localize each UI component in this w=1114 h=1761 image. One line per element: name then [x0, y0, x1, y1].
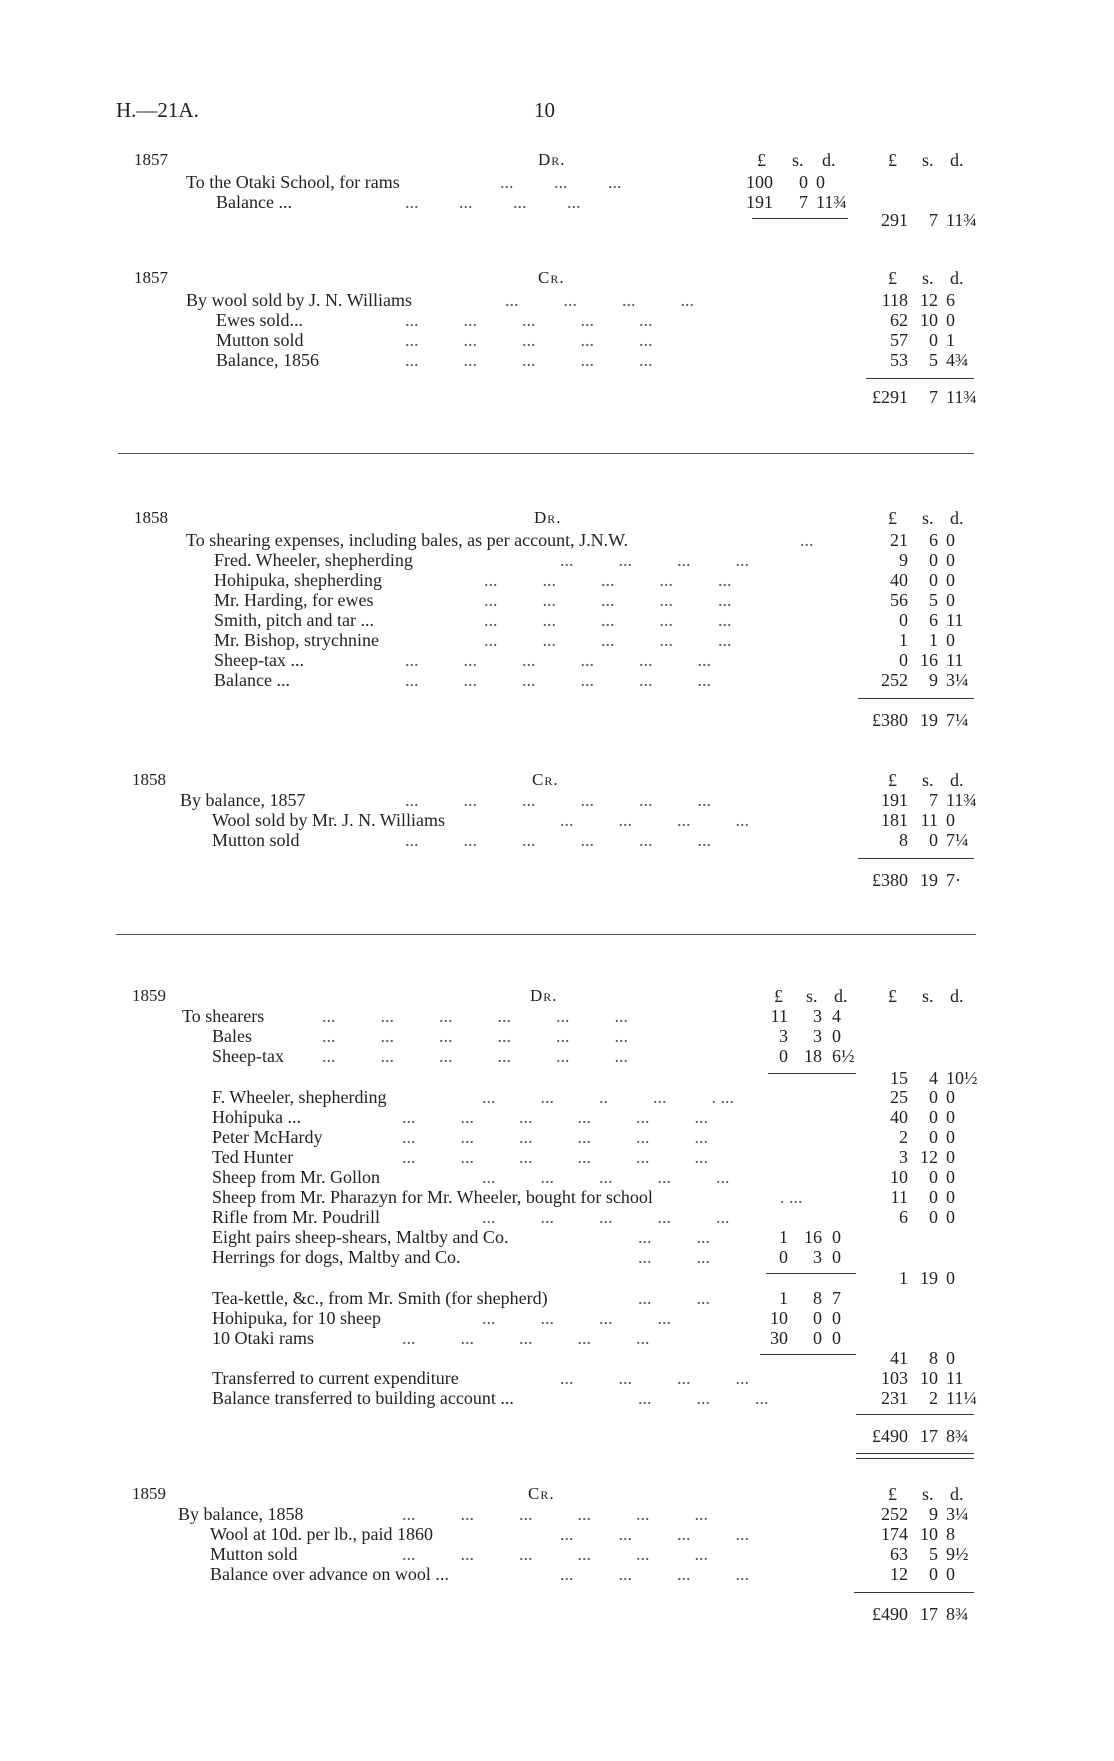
total-pounds: £490: [872, 1426, 908, 1446]
entry-pence: 7: [832, 1288, 841, 1308]
entry-pounds: 63: [890, 1544, 908, 1564]
entry-pence: 0: [832, 1328, 841, 1348]
entry-label: 10 Otaki rams: [212, 1328, 314, 1348]
year-label: 1857: [134, 150, 168, 169]
entry-pounds: 100: [746, 172, 773, 192]
leader-dots: ... ... ... ... ... ...: [322, 1006, 628, 1026]
entry-shillings: 10: [920, 310, 938, 330]
entry-label: Mutton sold: [210, 1544, 298, 1564]
total-shillings: 19: [920, 870, 938, 890]
entry-label: Sheep-tax ...: [214, 650, 304, 670]
col-head-pound: £: [888, 150, 897, 170]
entry-pence: 0: [816, 172, 825, 192]
subtotal-shillings: 8: [929, 1348, 938, 1368]
entry-pence: 9½: [946, 1544, 969, 1564]
entry-pounds: 11: [770, 1006, 788, 1026]
entry-label: Herrings for dogs, Maltby and Co.: [212, 1247, 461, 1267]
entry-pence: 11: [946, 610, 964, 630]
entry-shillings: 0: [929, 550, 938, 570]
entry-label: Wool at 10d. per lb., paid 1860: [210, 1524, 434, 1544]
col-head-shillings: s.: [922, 508, 934, 528]
entry-shillings: 1: [929, 630, 938, 650]
leader-dots: ... ... ... ... ... ...: [405, 790, 711, 810]
entry-label: Balance transferred to building account ...: [212, 1388, 514, 1408]
entry-label: Fred. Wheeler, shepherding: [214, 550, 413, 570]
entry-pence: 0: [946, 1087, 955, 1107]
entry-shillings: 16: [920, 650, 938, 670]
leader-dots: ... ... ... ... ...: [484, 570, 732, 590]
entry-pence: 1: [946, 330, 955, 350]
entry-shillings: 5: [929, 1544, 938, 1564]
entry-pounds: 0: [779, 1247, 788, 1267]
subtotal-shillings: 4: [929, 1068, 938, 1088]
entry-shillings: 0: [929, 330, 938, 350]
entry-pounds: 174: [881, 1524, 908, 1544]
col-head-pound: £: [757, 150, 766, 170]
entry-pence: 0: [946, 590, 955, 610]
entry-pence: 0: [946, 1187, 955, 1207]
total-rule: [854, 1592, 974, 1593]
total-shillings: 7: [929, 387, 938, 407]
entry-pounds: 10: [770, 1308, 788, 1328]
leader-dots: ... ... ... ... ...: [405, 310, 653, 330]
entry-shillings: 7: [929, 790, 938, 810]
entry-label: Hohipuka ...: [212, 1107, 301, 1127]
entry-shillings: 3: [813, 1006, 822, 1026]
entry-label: F. Wheeler, shepherding: [212, 1087, 387, 1107]
total-shillings: 19: [920, 710, 938, 730]
entry-pounds: 191: [881, 790, 908, 810]
col-head-pound: £: [888, 268, 897, 288]
entry-label: Sheep-tax: [212, 1046, 284, 1066]
subtotal-pence: 10½: [946, 1068, 978, 1088]
credit-label: Cr.: [532, 770, 559, 789]
leader-dots: . ...: [780, 1187, 803, 1207]
entry-shillings: 0: [929, 1207, 938, 1227]
year-label: 1857: [134, 268, 168, 287]
entry-shillings: 5: [929, 350, 938, 370]
entry-shillings: 12: [920, 290, 938, 310]
entry-pence: 11: [946, 650, 964, 670]
entry-label: Bales: [212, 1026, 252, 1046]
entry-shillings: 0: [929, 570, 938, 590]
entry-pence: 0: [946, 1127, 955, 1147]
entry-pounds: 0: [899, 650, 908, 670]
entry-label: Ewes sold...: [216, 310, 303, 330]
entry-shillings: 3: [813, 1026, 822, 1046]
leader-dots: ... ... ... ... ...: [484, 610, 732, 630]
entry-shillings: 5: [929, 590, 938, 610]
total-rule: [858, 858, 974, 859]
entry-pounds: 252: [881, 670, 908, 690]
entry-pounds: 62: [890, 310, 908, 330]
entry-shillings: 0: [799, 172, 808, 192]
entry-shillings: 12: [920, 1147, 938, 1167]
entry-label: By wool sold by J. N. Williams: [186, 290, 412, 310]
entry-pounds: 0: [899, 610, 908, 630]
subtotal-rule: [752, 218, 848, 219]
year-label: 1858: [134, 508, 168, 527]
total-pounds: £380: [872, 710, 908, 730]
leader-dots: ... ... ... ... ... ...: [402, 1147, 708, 1167]
leader-dots: ... ... ...: [500, 172, 622, 192]
entry-shillings: 0: [929, 1564, 938, 1584]
entry-shillings: 0: [929, 1187, 938, 1207]
entry-shillings: 0: [813, 1308, 822, 1328]
report-reference: H.—21A.: [116, 98, 199, 122]
entry-shillings: 0: [929, 1087, 938, 1107]
col-head-shillings: s.: [792, 150, 804, 170]
col-head-pound: £: [888, 770, 897, 790]
entry-pence: 4: [832, 1006, 841, 1026]
entry-pence: 3¼: [946, 1504, 969, 1524]
col-head-pence: d.: [834, 986, 848, 1006]
entry-shillings: 7: [799, 192, 808, 212]
col-head-pence: d.: [950, 150, 964, 170]
entry-label: Balance ...: [216, 192, 292, 212]
total-pence: 11¾: [946, 387, 977, 407]
entry-label: Rifle from Mr. Poudrill: [212, 1207, 380, 1227]
entry-label: By balance, 1858: [178, 1504, 304, 1524]
entry-pence: 0: [832, 1227, 841, 1247]
col-head-shillings: s.: [806, 986, 818, 1006]
subtotal-pounds: 41: [890, 1348, 908, 1368]
entry-label: Hohipuka, for 10 sheep: [212, 1308, 381, 1328]
leader-dots: ... ...: [638, 1288, 710, 1308]
leader-dots: ... ... ... ... ... ...: [402, 1127, 708, 1147]
entry-label: Eight pairs sheep-shears, Maltby and Co.: [212, 1227, 509, 1247]
credit-label: Cr.: [528, 1484, 555, 1503]
entry-pounds: 3: [899, 1147, 908, 1167]
leader-dots: ... ... ... ...: [560, 1368, 749, 1388]
subtotal-pounds: 1: [899, 1268, 908, 1288]
entry-shillings: 9: [929, 670, 938, 690]
leader-dots: ... ... ... ...: [560, 550, 749, 570]
entry-pounds: 6: [899, 1207, 908, 1227]
col-head-shillings: s.: [922, 986, 934, 1006]
entry-pence: 0: [832, 1247, 841, 1267]
subtotal-pence: 0: [946, 1348, 955, 1368]
entry-pounds: 57: [890, 330, 908, 350]
total-rule: [856, 1414, 974, 1415]
col-head-pence: d.: [950, 986, 964, 1006]
entry-label: Smith, pitch and tar ...: [214, 610, 374, 630]
entry-pounds: 103: [881, 1368, 908, 1388]
leader-dots: ... ... ... ...: [482, 1308, 671, 1328]
year-label: 1859: [132, 1484, 166, 1503]
total-pence: 11¾: [946, 210, 977, 230]
entry-label: By balance, 1857: [180, 790, 306, 810]
entry-label: Ted Hunter: [212, 1147, 294, 1167]
col-head-shillings: s.: [922, 1484, 934, 1504]
total-rule: [858, 698, 974, 699]
entry-pence: 3¼: [946, 670, 969, 690]
entry-shillings: 11: [920, 810, 938, 830]
leader-dots: ... ... ... ...: [560, 810, 749, 830]
entry-label: Balance, 1856: [216, 350, 319, 370]
entry-pence: 0: [946, 530, 955, 550]
total-pence: 7¼: [946, 710, 969, 730]
entry-pence: 6½: [832, 1046, 855, 1066]
entry-pence: 11: [946, 1368, 964, 1388]
entry-label: Mutton sold: [212, 830, 300, 850]
entry-pounds: 118: [881, 290, 908, 310]
entry-pence: 0: [832, 1308, 841, 1328]
entry-pounds: 191: [746, 192, 773, 212]
col-head-pence: d.: [950, 770, 964, 790]
entry-pence: 6: [946, 290, 955, 310]
entry-shillings: 0: [813, 1328, 822, 1348]
total-shillings: 17: [920, 1604, 938, 1624]
subtotal-pence: 0: [946, 1268, 955, 1288]
entry-label: Balance ...: [214, 670, 290, 690]
entry-pounds: 231: [881, 1388, 908, 1408]
entry-pence: 0: [946, 1147, 955, 1167]
leader-dots: ... ... ... ... ...: [402, 1328, 650, 1348]
subtotal-rule: [766, 1273, 856, 1274]
total-pounds: £380: [872, 870, 908, 890]
entry-shillings: 6: [929, 530, 938, 550]
entry-pounds: 30: [770, 1328, 788, 1348]
leader-dots: ... ... ... ... ... ...: [402, 1107, 708, 1127]
leader-dots: ... ... ... ... ... ...: [405, 670, 711, 690]
col-head-pence: d.: [822, 150, 836, 170]
leader-dots: ... ...: [638, 1247, 710, 1267]
entry-pence: 0: [946, 310, 955, 330]
entry-label: Wool sold by Mr. J. N. Williams: [212, 810, 446, 830]
leader-dots: ... ... ... ... ...: [484, 590, 732, 610]
entry-pence: 0: [832, 1026, 841, 1046]
entry-pence: 0: [946, 570, 955, 590]
entry-shillings: 2: [929, 1388, 938, 1408]
col-head-pound: £: [888, 986, 897, 1006]
total-pounds: 291: [881, 210, 908, 230]
leader-dots: ... ... ... ...: [505, 290, 694, 310]
entry-shillings: 8: [813, 1288, 822, 1308]
year-label: 1859: [132, 986, 166, 1005]
col-head-pence: d.: [950, 1484, 964, 1504]
entry-pence: 0: [946, 550, 955, 570]
entry-shillings: 0: [929, 1127, 938, 1147]
entry-pence: 7¼: [946, 830, 969, 850]
total-pence: 7·: [946, 870, 961, 890]
entry-shillings: 0: [929, 1167, 938, 1187]
entry-pounds: 12: [890, 1564, 908, 1584]
entry-shillings: 18: [804, 1046, 822, 1066]
page-number: 10: [534, 98, 555, 122]
leader-dots: ...: [800, 530, 814, 550]
debit-label: Dr.: [530, 986, 558, 1005]
col-head-pound: £: [774, 986, 783, 1006]
subtotal-rule: [768, 1073, 856, 1074]
entry-label: Mr. Harding, for ewes: [214, 590, 374, 610]
entry-pounds: 1: [779, 1227, 788, 1247]
leader-dots: ... ... ... ... ... ...: [322, 1026, 628, 1046]
subtotal-pounds: 15: [890, 1068, 908, 1088]
entry-label: Sheep from Mr. Pharazyn for Mr. Wheeler, bought for school: [212, 1187, 653, 1207]
entry-pounds: 11: [890, 1187, 908, 1207]
entry-label: Mr. Bishop, strychnine: [214, 630, 379, 650]
leader-dots: ... ... ... ... ... ...: [405, 830, 711, 850]
leader-dots: ... ... ... ... ...: [482, 1167, 730, 1187]
leader-dots: ... ... ... ... ... ...: [402, 1504, 708, 1524]
entry-pounds: 3: [779, 1026, 788, 1046]
entry-shillings: 10: [920, 1368, 938, 1388]
entry-pounds: 181: [881, 810, 908, 830]
entry-pence: 11¼: [946, 1388, 977, 1408]
entry-pounds: 10: [890, 1167, 908, 1187]
entry-shillings: 0: [929, 1107, 938, 1127]
entry-pence: 0: [946, 810, 955, 830]
entry-pence: 0: [946, 1107, 955, 1127]
entry-pence: 0: [946, 630, 955, 650]
entry-pence: 0: [946, 1207, 955, 1227]
entry-label: Mutton sold: [216, 330, 304, 350]
total-shillings: 7: [929, 210, 938, 230]
col-head-shillings: s.: [922, 268, 934, 288]
entry-pounds: 21: [890, 530, 908, 550]
leader-dots: ... ... ... ... ... ...: [405, 650, 711, 670]
leader-dots: ... ... ... ... ...: [405, 350, 653, 370]
total-rule: [866, 378, 974, 379]
entry-pounds: 1: [899, 630, 908, 650]
entry-shillings: 0: [929, 830, 938, 850]
col-head-shillings: s.: [922, 150, 934, 170]
entry-pounds: 8: [899, 830, 908, 850]
entry-shillings: 10: [920, 1524, 938, 1544]
entry-pence: 0: [946, 1564, 955, 1584]
entry-label: Tea-kettle, &c., from Mr. Smith (for shepherd): [212, 1288, 548, 1308]
entry-pence: 0: [946, 1167, 955, 1187]
col-head-shillings: s.: [922, 770, 934, 790]
entry-label: Peter McHardy: [212, 1127, 323, 1147]
entry-shillings: 16: [804, 1227, 822, 1247]
entry-label: Transferred to current expenditure: [212, 1368, 459, 1388]
entry-label: Sheep from Mr. Gollon: [212, 1167, 380, 1187]
entry-label: Balance over advance on wool ...: [210, 1564, 449, 1584]
leader-dots: ... ...: [638, 1227, 710, 1247]
entry-label: To shearers: [182, 1006, 265, 1026]
section-divider: [118, 453, 974, 454]
entry-pounds: 252: [881, 1504, 908, 1524]
entry-pounds: 0: [779, 1046, 788, 1066]
leader-dots: ... ... ... ...: [405, 192, 581, 212]
entry-pounds: 40: [890, 1107, 908, 1127]
entry-label: To shearing expenses, including bales, as per account, J.N.W.: [186, 530, 628, 550]
total-pence: 8¾: [946, 1426, 969, 1446]
entry-pounds: 56: [890, 590, 908, 610]
double-rule: [856, 1453, 974, 1459]
total-pence: 8¾: [946, 1604, 969, 1624]
credit-label: Cr.: [538, 268, 565, 287]
entry-pence: 4¾: [946, 350, 969, 370]
col-head-pound: £: [888, 508, 897, 528]
col-head-pound: £: [888, 1484, 897, 1504]
subtotal-rule: [760, 1354, 856, 1355]
leader-dots: ... ... ... ...: [560, 1564, 749, 1584]
leader-dots: ... ... ... ... ... ...: [322, 1046, 628, 1066]
entry-shillings: 9: [929, 1504, 938, 1524]
entry-pounds: 40: [890, 570, 908, 590]
leader-dots: ... ... ... ... ... ...: [402, 1544, 708, 1564]
entry-pounds: 53: [890, 350, 908, 370]
entry-pounds: 9: [899, 550, 908, 570]
leader-dots: ... ... ... ...: [560, 1524, 749, 1544]
total-pounds: £291: [872, 387, 908, 407]
leader-dots: ... ... ... ... ...: [484, 630, 732, 650]
entry-pence: 11¾: [946, 790, 977, 810]
section-divider: [116, 934, 976, 935]
debit-label: Dr.: [534, 508, 562, 527]
entry-label: To the Otaki School, for rams: [186, 172, 400, 192]
entry-pence: 8: [946, 1524, 955, 1544]
entry-pounds: 25: [890, 1087, 908, 1107]
total-shillings: 17: [920, 1426, 938, 1446]
entry-pounds: 2: [899, 1127, 908, 1147]
leader-dots: ... ... ... ... ...: [482, 1207, 730, 1227]
total-pounds: £490: [872, 1604, 908, 1624]
col-head-pence: d.: [950, 508, 964, 528]
entry-shillings: 6: [929, 610, 938, 630]
subtotal-shillings: 19: [920, 1268, 938, 1288]
leader-dots: ... ... ...: [638, 1388, 769, 1408]
debit-label: Dr.: [538, 150, 566, 169]
entry-pounds: 1: [779, 1288, 788, 1308]
leader-dots: ... ... .. ... . ...: [482, 1087, 734, 1107]
entry-label: Hohipuka, shepherding: [214, 570, 382, 590]
entry-pence: 11¾: [816, 192, 847, 212]
col-head-pence: d.: [950, 268, 964, 288]
leader-dots: ... ... ... ... ...: [405, 330, 653, 350]
entry-shillings: 3: [813, 1247, 822, 1267]
year-label: 1858: [132, 770, 166, 789]
